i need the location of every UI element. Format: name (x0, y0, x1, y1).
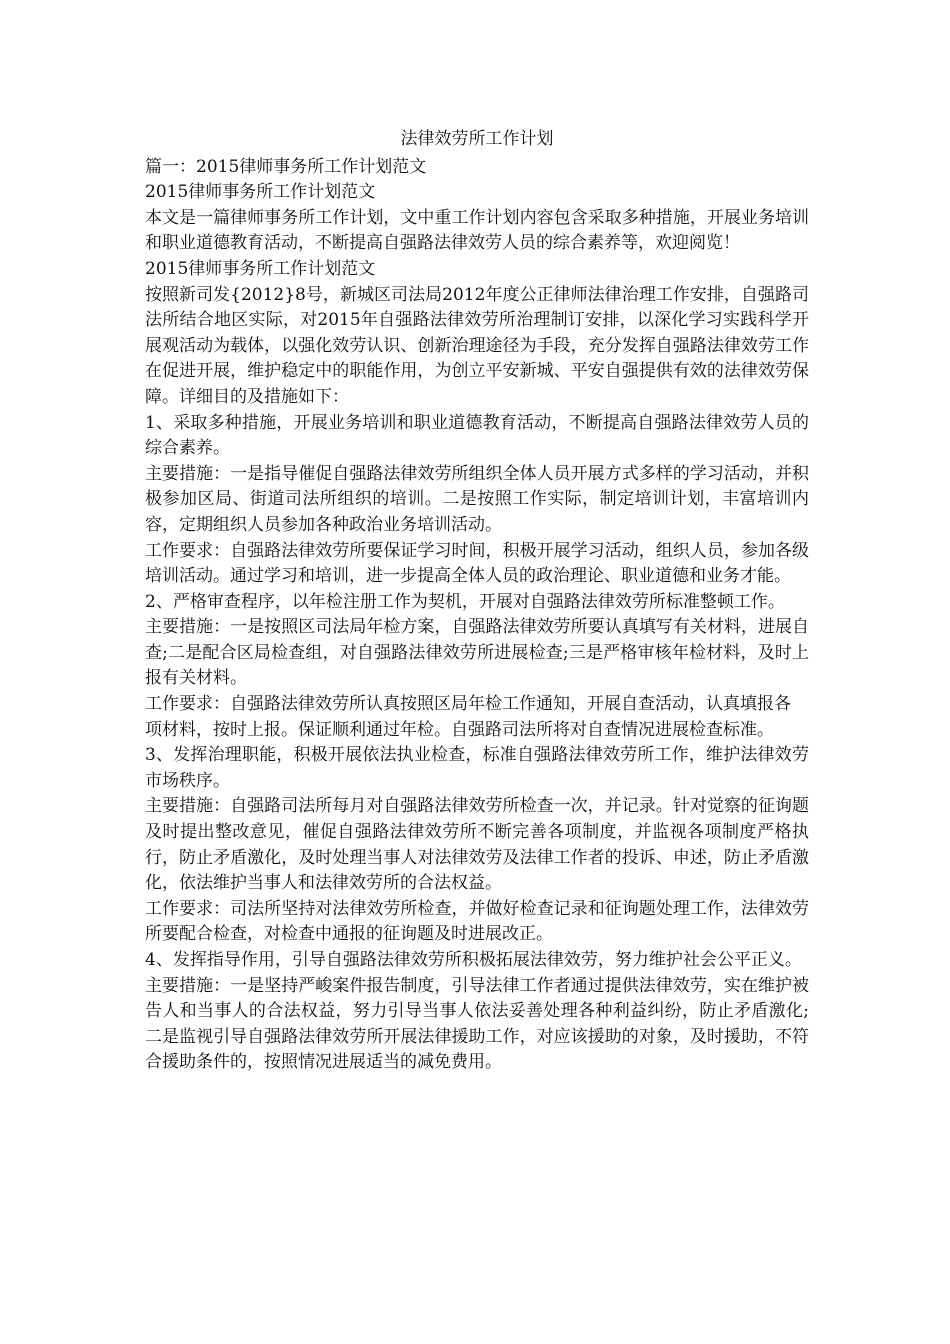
paragraph-requirements-2-continued: 项材料，按时上报。保证顺利通过年检。自强路司法所将对自查情况进展检查标准。 (145, 719, 774, 740)
paragraph-requirements-1: 工作要求：自强路法律效劳所要保证学习时间，积极开展学习活动，组织人员，参加各级培训活动。通过学习和培训，进一步提高全体人员的政治理论、职业道德和业务才能。 (145, 540, 809, 587)
paragraph-intro: 本文是一篇律师事务所工作计划，文中重工作计划内容包含采取多种措施，开展业务培训和职业道德教育活动，不断提高自强路法律效劳人员的综合素养等，欢迎阅览！ (145, 207, 809, 254)
paragraph-section-heading: 篇一：2015律师事务所工作计划范文 (145, 156, 427, 177)
paragraph-measures-3: 主要措施：自强路司法所每月对自强路法律效劳所检查一次，并记录。针对觉察的征询题及时提出整改意见，催促自强路法律效劳所不断完善各项制度，并监视各项制度严格执行，防止矛盾激化，及时处理当事人对法律效劳及法律工作者的投诉、申述，防止矛盾激化，依法维护当事人和法律效劳所的合法权益。 (145, 796, 809, 894)
paragraph-goal-2: 2、严格审查程序，以年检注册工作为契机，开展对自强路法律效劳所标准整顿工作。 (145, 591, 785, 612)
paragraph-measures-1: 主要措施：一是指导催促自强路法律效劳所组织全体人员开展方式多样的学习活动，并积极参加区局、街道司法所组织的培训。二是按照工作实际，制定培训计划，丰富培训内容，定期组织人员参加各种政治业务培训活动。 (145, 463, 809, 535)
paragraph-requirements-2: 工作要求：自强路法律效劳所认真按照区局年检工作通知，开展自查活动，认真填报各 (145, 694, 791, 715)
paragraph-measures-4: 主要措施：一是坚持严峻案件报告制度，引导法律工作者通过提供法律效劳，实在维护被告人和当事人的合法权益，努力引导当事人依法妥善处理各种利益纠纷，防止矛盾激化;二是监视引导自强路法律效劳所开展法律援助工作，对应该援助的对象，及时援助，不符合援助条件的，按照情况进展适当的减免费用。 (145, 975, 809, 1073)
paragraph-requirements-3: 工作要求：司法所坚持对法律效劳所检查，并做好检查记录和征询题处理工作，法律效劳所要配合检查，对检查中通报的征询题及时进展改正。 (145, 898, 809, 945)
paragraph-goal-3: 3、发挥治理职能，积极开展依法执业检查，标准自强路法律效劳所工作，维护法律效劳市场秩序。 (145, 745, 809, 791)
paragraph-subtitle-repeat: 2015律师事务所工作计划范文 (145, 258, 376, 279)
paragraph-measures-2: 主要措施：一是按照区司法局年检方案，自强路法律效劳所要认真填写有关材料，进展自查;二是配合区局检查组，对自强路法律效劳所进展检查;三是严格审核年检材料，及时上报有关材料。 (145, 617, 809, 689)
paragraph-goal-1: 1、采取多种措施，开展业务培训和职业道德教育活动，不断提高自强路法律效劳人员的综合素养。 (145, 412, 809, 459)
document-body (145, 127, 809, 1076)
paragraph-background: 按照新司发{2012}8号，新城区司法局2012年度公正律师法律治理工作安排，自强路司法所结合地区实际，对2015年自强路法律效劳所治理制订安排，以深化学习实践科学开展观活动为载体，以强化效劳认识、创新治理途径为手段，充分发挥自强路法律效劳工作在促进开展，维护稳定中的职能作用，为创立平安新城、平安自强提供有效的法律效劳保障。详细目的及措施如下： (145, 284, 809, 407)
paragraph-goal-4: 4、发挥指导作用，引导自强路法律效劳所积极拓展法律效劳，努力维护社会公平正义。 (145, 950, 802, 970)
paragraph-subtitle: 2015律师事务所工作计划范文 (145, 182, 376, 203)
document-title: 法律效劳所工作计划 (400, 129, 554, 149)
